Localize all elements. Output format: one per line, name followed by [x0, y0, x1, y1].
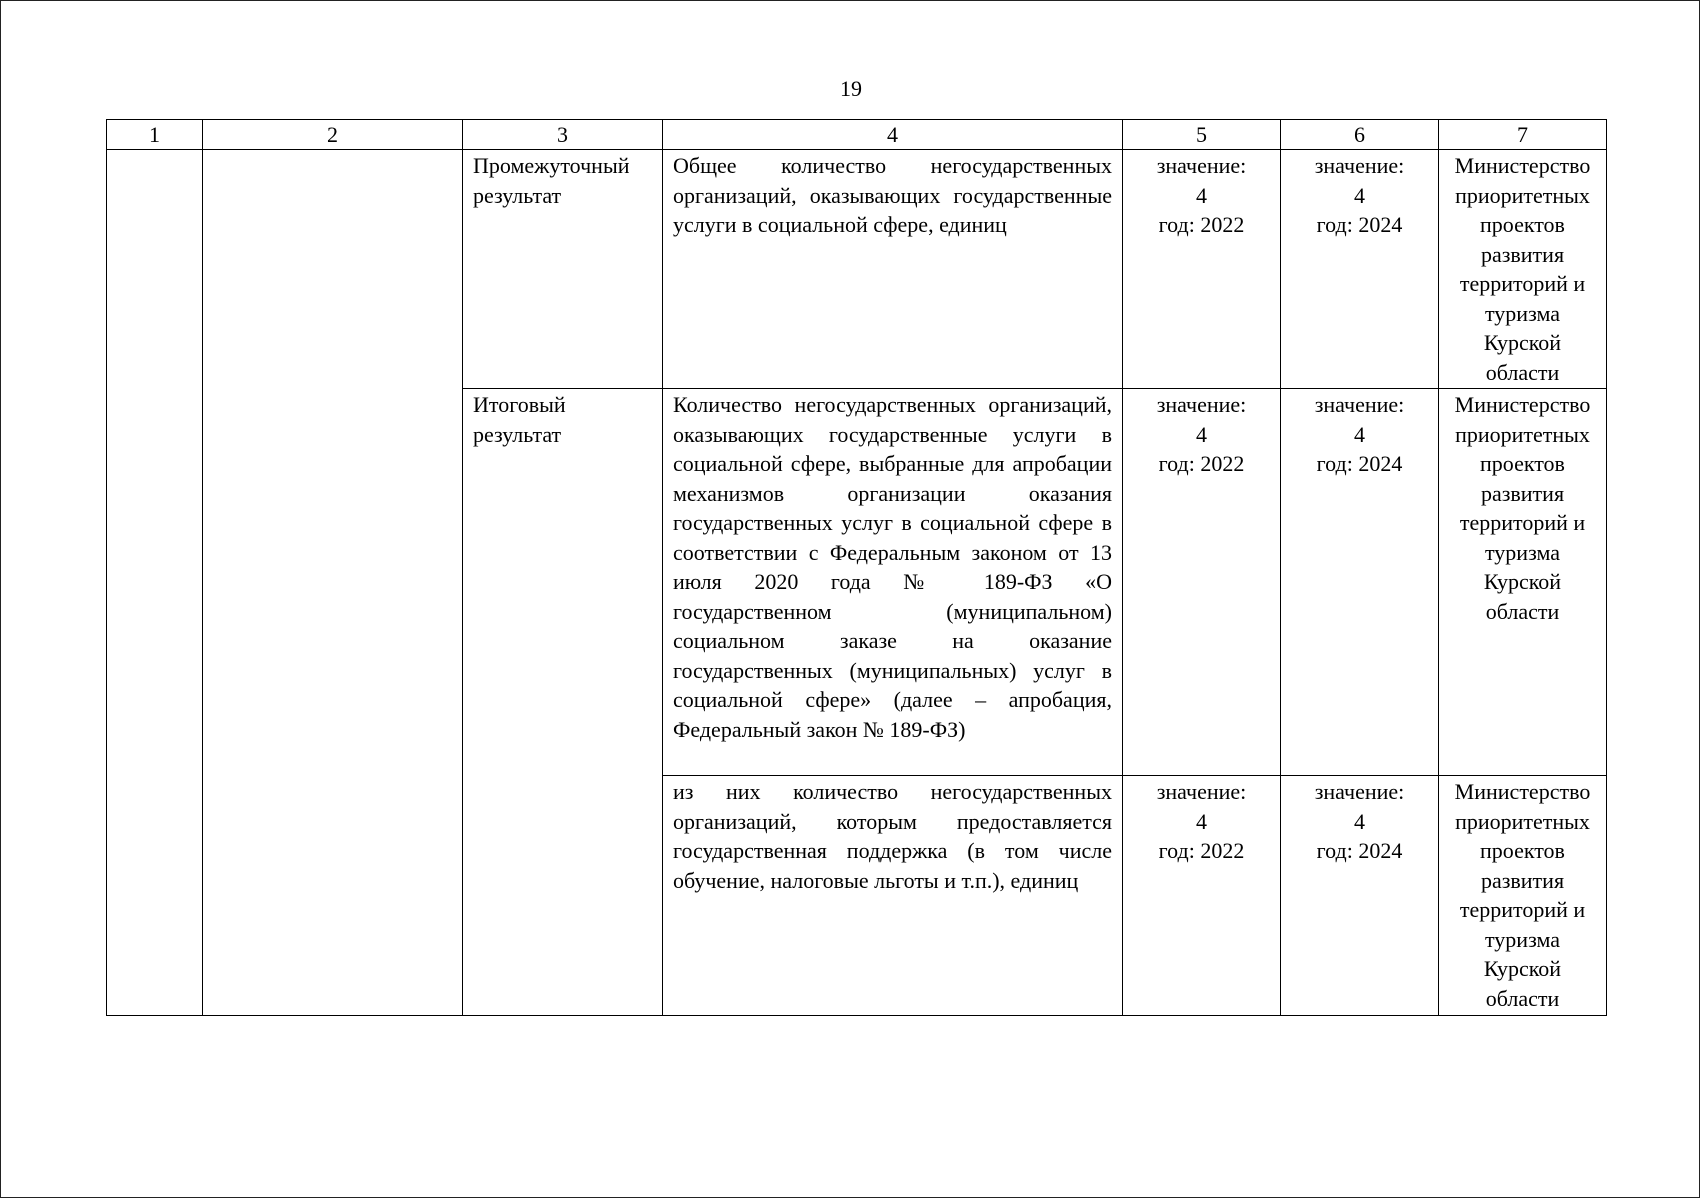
value-label: значение: [1156, 392, 1247, 417]
indicator-cell: Количество негосударственных организаций, оказывающих государственные услуги в социальной сфере, выбранные для апробации механизмов организации оказания государственных услуг в социальной сфере в соответствии с Федеральным законом от 13 июля 2020 года № 189-ФЗ «О государственном (муниципальном) социальном заказе на оказание государственных (муниципальных) услуг в социальной сфере» (далее – апробация, Федеральный закон № 189-ФЗ) [663, 389, 1123, 776]
table-row [107, 150, 1607, 389]
indicator-cell: из них количество негосударственных организаций, которым предоставляется государственная поддержка (в том числе обучение, налоговые льготы и т.п.), единиц [663, 776, 1123, 1016]
column-header: 3 [463, 120, 663, 150]
column-header: 1 [107, 120, 203, 150]
column-header: 4 [663, 120, 1123, 150]
target-value-cell [1281, 776, 1439, 1016]
target-value-cell [1281, 389, 1439, 776]
value-label: значение: [1156, 153, 1247, 178]
value-number: 4 [1196, 182, 1207, 208]
value-year: год: 2024 [1316, 451, 1403, 476]
column-header: 2 [203, 120, 463, 150]
column-header: 5 [1123, 120, 1281, 150]
value-year: год: 2024 [1316, 212, 1403, 237]
value-year: год: 2022 [1158, 838, 1245, 863]
value-number: 4 [1196, 421, 1207, 447]
cell-col-2 [203, 150, 463, 1016]
value-number: 4 [1354, 808, 1365, 834]
value-year: год: 2024 [1316, 838, 1403, 863]
result-type-cell: Итоговый результат [463, 389, 663, 1016]
indicator-cell: Общее количество негосударственных организаций, оказывающих государственные услуги в социальной сфере, единиц [663, 150, 1123, 389]
column-header: 7 [1439, 120, 1607, 150]
value-number: 4 [1354, 182, 1365, 208]
responsible-cell: Министерство приоритетных проектов развития территорий и туризма Курской области [1439, 150, 1607, 389]
value-number: 4 [1354, 421, 1365, 447]
value-year: год: 2022 [1158, 212, 1245, 237]
value-label: значение: [1156, 779, 1247, 804]
base-value-cell [1123, 389, 1281, 776]
value-label: значение: [1314, 779, 1405, 804]
base-value-cell [1123, 776, 1281, 1016]
cell-col-1 [107, 150, 203, 1016]
base-value-cell [1123, 150, 1281, 389]
responsible-cell: Министерство приоритетных проектов развития территорий и туризма Курской области [1439, 389, 1607, 776]
indicators-table [106, 119, 1607, 1016]
column-header: 6 [1281, 120, 1439, 150]
value-label: значение: [1314, 392, 1405, 417]
target-value-cell [1281, 150, 1439, 389]
value-number: 4 [1196, 808, 1207, 834]
value-year: год: 2022 [1158, 451, 1245, 476]
value-label: значение: [1314, 153, 1405, 178]
page-number: 19 [840, 76, 862, 101]
result-type-cell: Промежуточный результат [463, 150, 663, 389]
table-header-row [107, 120, 1607, 150]
responsible-cell: Министерство приоритетных проектов развития территорий и туризма Курской области [1439, 776, 1607, 1016]
